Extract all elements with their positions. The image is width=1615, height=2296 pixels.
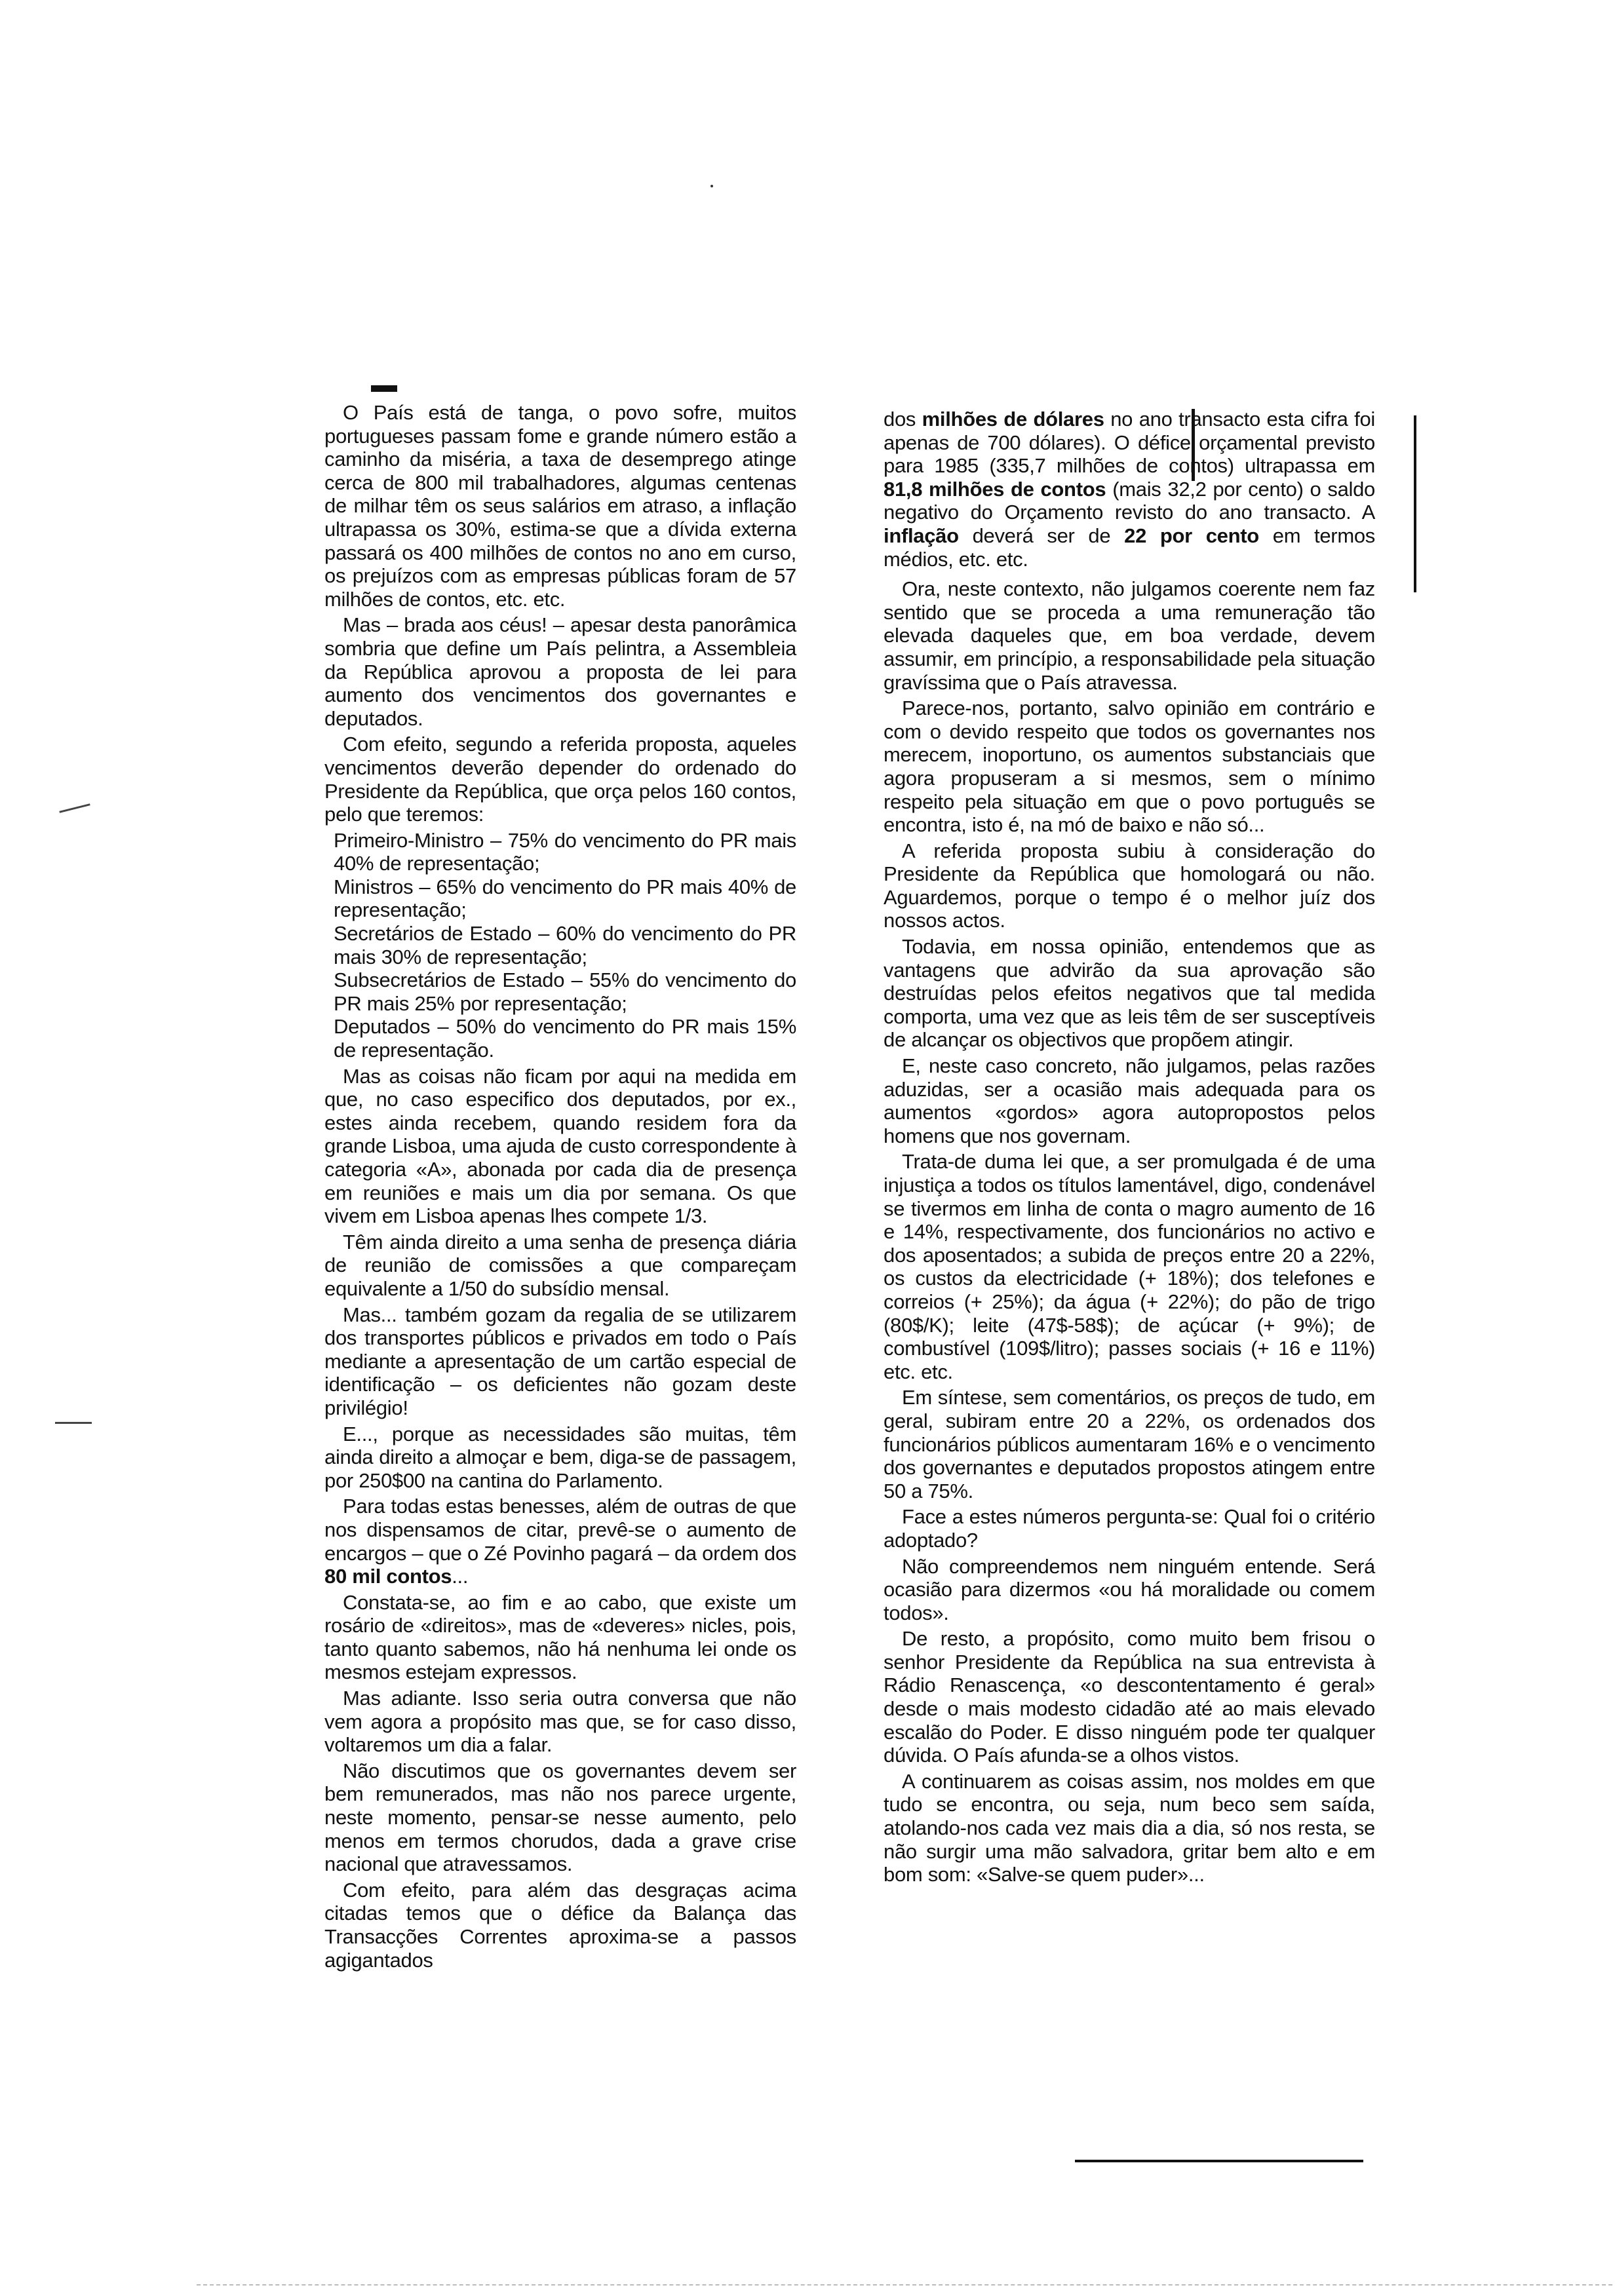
text-run: deverá ser de xyxy=(958,524,1125,547)
bold-text: inflação xyxy=(884,524,959,547)
bold-amount: 80 mil contos xyxy=(324,1565,452,1588)
margin-rule xyxy=(1414,415,1416,592)
paragraph: Ora, neste contexto, não julgamos coerente nem faz sentido que se proceda a uma remuneração tão elevada daqueles que, em boa verdade, devem assumir, em princípio, a responsabilidade pela situação gravíssima que o País atravessa. xyxy=(884,577,1375,694)
paragraph: Mas adiante. Isso seria outra conversa que não vem agora a propósito mas que, se for caso disso, voltaremos um dia a falar. xyxy=(324,1687,796,1757)
paragraph: Em síntese, sem comentários, os preços de tudo, em geral, subiram entre 20 a 22%, os ordenados dos funcionários públicos aumentaram 16% e o vencimento dos governantes e deputados propostos atingem entre 50 a 75%. xyxy=(884,1386,1375,1502)
paragraph: Com efeito, para além das desgraças acima citadas temos que o défice da Balança das Transacções Correntes aproxima-se a passos agigantados xyxy=(324,1878,796,1972)
paragraph: Mas as coisas não ficam por aqui na medida em que, no caso especifico dos deputados, por ex., estes ainda recebem, quando residem fora da grande Lisboa, uma ajuda de custo correspondente à categoria «A», abonada por cada dia de presença em reuniões e mais um dia por semana. Os que vivem em Lisboa apenas lhes compete 1/3. xyxy=(324,1064,796,1228)
paragraph: Mas... também gozam da regalia de se utilizarem dos transportes públicos e privados em todo o País mediante a apresentação de um cartão especial de identificação – os deficientes não gozam deste privilégio! xyxy=(324,1303,796,1419)
list-item: Deputados – 50% do vencimento do PR mais 15% de representação. xyxy=(334,1015,796,1062)
list-item: Secretários de Estado – 60% do vencimento do PR mais 30% de representação; xyxy=(334,922,796,968)
right-column xyxy=(884,408,1375,1889)
paragraph: Parece-nos, portanto, salvo opinião em contrário e com o devido respeito que todos os governantes nos merecem, inoportuno, os aumentos substanciais que agora propuseram a si mesmos, sem o mínimo respeito pela situação em que o povo português se encontra, isto é, na mó de baixo e não só... xyxy=(884,697,1375,837)
paragraph: Com efeito, segundo a referida proposta, aqueles vencimentos deverão depender do ordenado do Presidente da República, que orça pelos 160 contos, pelo que teremos: xyxy=(324,733,796,826)
top-bar-mark xyxy=(371,385,397,392)
paragraph: O País está de tanga, o povo sofre, muitos portugueses passam fome e grande número estão a caminho da miséria, a taxa de desemprego atinge cerca de 800 mil trabalhadores, algumas centenas de milhar têm os seus salários em atraso, a inflação ultrapassa os 30%, estima-se que a dívida externa passará os 400 milhões de contos no ano em curso, os prejuízos com as empresas públicas foram de 57 milhões de contos, etc. etc. xyxy=(324,401,796,611)
list-item: Ministros – 65% do vencimento do PR mais 40% de representação; xyxy=(334,875,796,922)
paragraph: A referida proposta subiu à consideração do Presidente da República que homologará ou não. Aguardemos, porque o tempo é o melhor juíz dos nossos actos. xyxy=(884,839,1375,932)
list-item: Subsecretários de Estado – 55% do vencimento do PR mais 25% por representação; xyxy=(334,968,796,1015)
margin-mark xyxy=(59,803,90,813)
list-item: Primeiro-Ministro – 75% do vencimento do PR mais 40% de representação; xyxy=(334,828,796,875)
bold-text: 22 por cento xyxy=(1124,524,1259,547)
margin-mark xyxy=(55,1422,92,1424)
paragraph: Trata-de duma lei que, a ser promulgada é de uma injustiça a todos os títulos lamentável, digo, condenável se tivermos em linha de conta o magro aumento de 16 e 14%, respectivamente, dos funcionários no activo e dos aposentados; a subida de preços entre 20 a 22%, os custos da electricidade (+ 18%); dos telefones e correios (+ 25%); da água (+ 22%); do pão de trigo (80$/K); leite (47$-58$); de açúcar (+ 9%); de combustível (109$/litro); passes sociais (+ 16 e 11%) etc. etc. xyxy=(884,1150,1375,1383)
text-run: dos xyxy=(884,408,922,430)
bold-text: 81,8 milhões de contos xyxy=(884,477,1106,501)
bold-text: milhões de dólares xyxy=(922,408,1104,430)
paragraph xyxy=(324,1495,796,1588)
paragraph: Constata-se, ao fim e ao cabo, que existe um rosário de «direitos», mas de «deveres» nicles, pois, tanto quanto sabemos, não há nenhuma lei onde os mesmos estejam expressos. xyxy=(324,1590,796,1684)
paragraph: Mas – brada aos céus! – apesar desta panorâmica sombria que define um País pelintra, a Assembleia da República aprovou a proposta de lei para aumento dos vencimentos dos governantes e deputados. xyxy=(324,613,796,730)
paragraph: E, neste caso concreto, não julgamos, pelas razões aduzidas, ser a ocasião mais adequada para os aumentos «gordos» agora autopropostos pelos homens que nos governam. xyxy=(884,1054,1375,1147)
scan-edge xyxy=(197,2284,1612,2287)
text-run: no ano transacto esta cifra foi apenas de 700 dólares). O défice orçamental previsto para 1985 (335,7 milhões de contos) ultrapassa em xyxy=(884,408,1375,478)
text-run: ... xyxy=(452,1565,469,1588)
paragraph: Não compreendemos nem ninguém entende. Será ocasião para dizermos «ou há moralidade ou comem todos». xyxy=(884,1554,1375,1624)
text-run: em termos médios, etc. etc. xyxy=(884,524,1375,571)
paragraph: Face a estes números pergunta-se: Qual foi o critério adoptado? xyxy=(884,1505,1375,1552)
paragraph: Têm ainda direito a uma senha de presença diária de reunião de comissões a que compareçam equivalente a 1/50 do subsídio mensal. xyxy=(324,1230,796,1300)
paragraph: A continuarem as coisas assim, nos moldes em que tudo se encontra, ou seja, num beco sem saída, atolando-nos cada vez mais dia a dia, só nos resta, se não surgir uma mão salvadora, gritar bem alto e em bom som: «Salve-se quem puder»... xyxy=(884,1769,1375,1886)
paragraph: E..., porque as necessidades são muitas, têm ainda direito a almoçar e bem, diga-se de passagem, por 250$00 na cantina do Parlamento. xyxy=(324,1422,796,1492)
text-run: Para todas estas benesses, além de outras de que nos dispensamos de citar, prevê-se o aumento de encargos – que o Zé Povinho pagará – da ordem dos xyxy=(324,1495,796,1565)
paragraph: Não discutimos que os governantes devem ser bem remunerados, mas não nos parece urgente, neste momento, pensar-se nesse aumento, pelo menos em termos chorudos, dada a grave crise nacional que atravessamos. xyxy=(324,1759,796,1876)
end-rule xyxy=(1075,2160,1363,2162)
text-run: (mais 32,2 por cento) o saldo negativo do Orçamento revisto do ano transacto. A xyxy=(884,477,1375,524)
scan-speck xyxy=(710,185,713,187)
left-column xyxy=(324,401,796,1974)
paragraph: Todavia, em nossa opinião, entendemos que as vantagens que advirão da sua aprovação são destruídas pelos efeitos negativos que tal medida comporta, uma vez que as leis têm de ser susceptíveis de alcançar os objectivos que propõem atingir. xyxy=(884,935,1375,1052)
paragraph xyxy=(884,408,1375,571)
paragraph: De resto, a propósito, como muito bem frisou o senhor Presidente da República na sua entrevista à Rádio Renascença, «o descontentamento é geral» desde o mais modesto cidadão até ao mais elevado escalão do Poder. E disso ninguém pode ter qualquer dúvida. O País afunda-se a olhos vistos. xyxy=(884,1627,1375,1767)
